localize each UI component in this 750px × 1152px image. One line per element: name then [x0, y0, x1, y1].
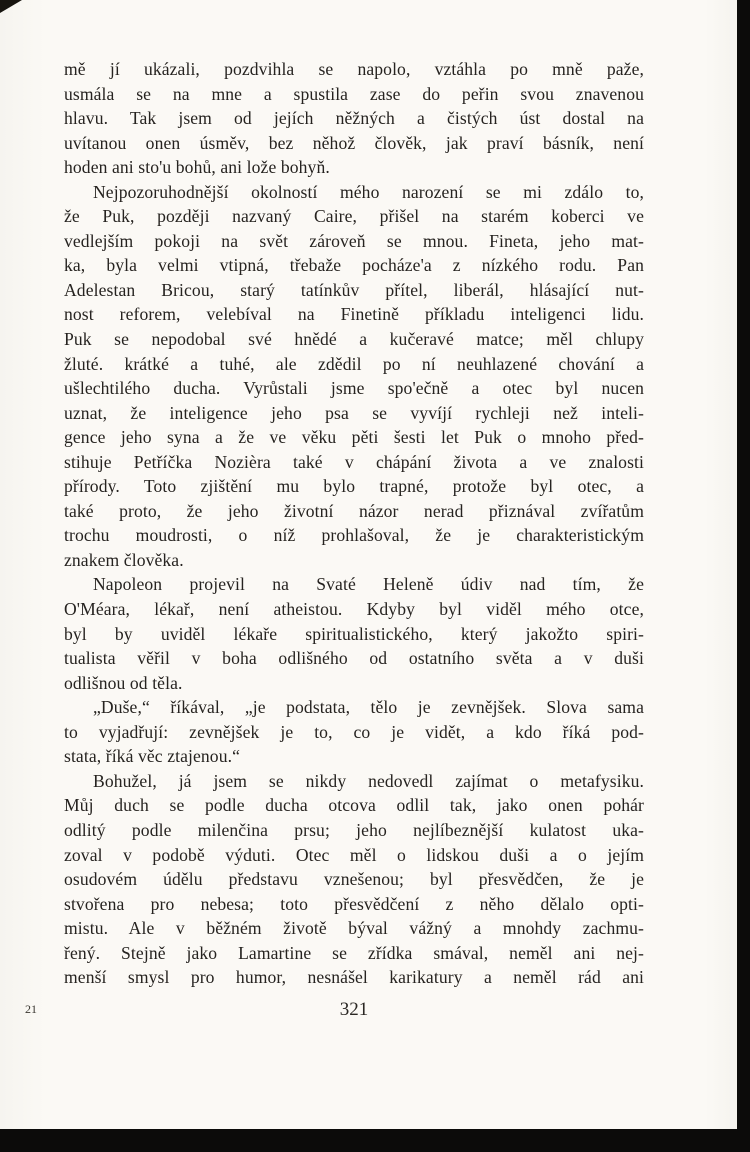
text-line: mě jí ukázali, pozdvihla se napolo, vztáhla po mně paže,: [64, 59, 644, 79]
text-line: řený. Stejně jako Lamartine se zřídka smával, neměl ani nej-: [64, 942, 644, 963]
text-line: „Duše,“ říkával, „je podstata, tělo je zevnějšek. Slova sama: [93, 697, 644, 718]
text-line: žluté. krátké a tuhé, ale zdědil po ní neuhlazené chování a: [64, 353, 644, 374]
text-line: že Puk, později nazvaný Caire, přišel na starém koberci ve: [64, 206, 644, 227]
text-line: to vyjadřují: zevnějšek je to, co je vidět, a kdo říká pod-: [64, 721, 644, 742]
paragraph: [64, 180, 644, 573]
text-line: ušlechtilého ducha. Vyrůstali jsme spo'ečně a otec byl nucen: [64, 378, 644, 399]
text-line: osudovém údělu představu vznešenou; byl přesvědčen, že je: [64, 869, 644, 890]
scan-edge-right: [737, 0, 750, 1152]
paragraph: [64, 769, 644, 990]
text-line: Můj duch se podle ducha otcova odlil tak, jako onen pohár: [64, 795, 644, 816]
text-line: znakem člověka.: [64, 549, 184, 570]
scan-corner-artifact: [0, 0, 22, 13]
text-line: stihuje Petříčka Nozièra také v chápání života a ve znalosti: [64, 451, 644, 472]
text-line: mistu. Ale v běžném životě býval vážný a mnohdy zachmu-: [64, 918, 644, 939]
text-line: ka, byla velmi vtipná, třebaže pocháze'a z nízkého rodu. Pan: [64, 255, 644, 276]
text-line: hoden ani sto'u bohů, ani lože bohyň.: [64, 157, 330, 178]
scan-edge-bottom: [0, 1129, 750, 1152]
text-line: gence jeho syna a že ve věku pěti šesti let Puk o mnoho před-: [64, 427, 644, 448]
text-line: Puk se nepodobal své hnědé a kučeravé matce; měl chlupy: [64, 329, 644, 350]
text-line: byl by uviděl lékaře spiritualistického, který jakožto spiri-: [64, 623, 644, 644]
text-line: přírody. Toto zjištění mu bylo trapné, protože byl otec, a: [64, 476, 644, 497]
text-line: stata, říká věc ztajenou.“: [64, 746, 241, 767]
text-line: usmála se na mne a spustila zase do peřin svou znavenou: [64, 83, 644, 104]
page-number: 321: [339, 999, 369, 1020]
text-line: Napoleon projevil na Svaté Heleně údiv nad tím, že: [93, 574, 644, 595]
text-line: Nejpozoruhodnější okolností mého narození se mi zdálo to,: [93, 181, 644, 202]
text-block: [64, 57, 644, 990]
signature-mark: 21: [25, 1002, 37, 1016]
text-line: odlitý podle milenčina prsu; jeho nejlíbeznější kulatost uka-: [64, 819, 644, 840]
text-line: Adelestan Bricou, starý tatínkův přítel, liberál, hlásající nut-: [64, 279, 644, 300]
text-line: uznat, že inteligence jeho psa se vyvíjí rychleji než inteli-: [64, 402, 644, 423]
text-line: tualista věřil v boha odlišného od ostatního světa a v duši: [64, 648, 644, 669]
text-line: zoval v podobě výduti. Otec měl o lidskou duši a o jejím: [64, 844, 644, 865]
text-line: nost reforem, velebíval na Finetině příkladu inteligenci lidu.: [64, 304, 644, 325]
text-line: hlavu. Tak jsem od jejích něžných a čistých úst dostal na: [64, 108, 644, 129]
text-line: uvítanou onen úsměv, bez něhož člověk, jak praví básník, není: [64, 132, 644, 153]
text-line: menší smysl pro humor, nesnášel karikatury a neměl rád ani: [64, 967, 644, 988]
text-line: Bohužel, já jsem se nikdy nedovedl zajímat o metafysiku.: [93, 770, 644, 791]
paragraph: [64, 572, 644, 695]
paragraph: [64, 57, 644, 180]
text-line: odlišnou od těla.: [64, 672, 183, 693]
text-line: vedlejším pokoji na svět zároveň se mnou. Fineta, jeho mat-: [64, 230, 644, 251]
text-line: O'Méara, lékař, není atheistou. Kdyby byl viděl mého otce,: [64, 599, 644, 620]
text-line: stvořena pro nebesa; toto přesvědčení z něho dělalo opti-: [64, 893, 644, 914]
paragraph: [64, 695, 644, 769]
text-line: trochu moudrosti, o níž prohlašoval, že je charakteristickým: [64, 525, 644, 546]
text-line: také proto, že jeho životní názor nerad přiznával zvířatům: [64, 500, 644, 521]
